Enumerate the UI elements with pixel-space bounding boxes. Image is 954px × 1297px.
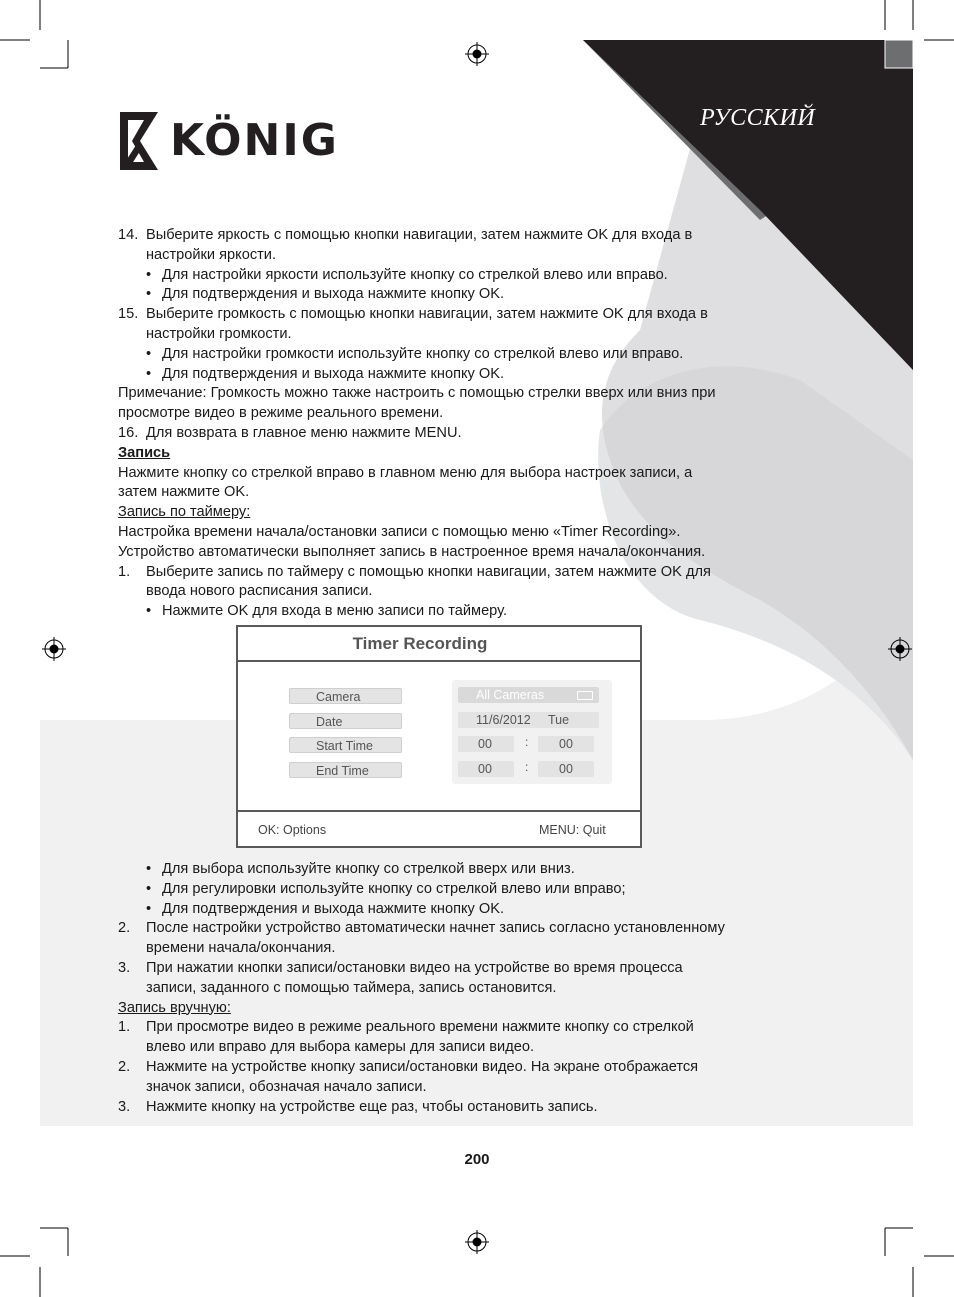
- screen-title-bar: [238, 627, 640, 662]
- konig-logo: [118, 112, 342, 170]
- text-line: [118, 246, 778, 266]
- text-line: [118, 919, 778, 939]
- start-minute-field[interactable]: 00: [538, 736, 594, 752]
- list-item-text: Нажмите кнопку на устройстве еще раз, чтобы остановить запись.: [146, 1098, 598, 1115]
- text-line: [118, 345, 778, 365]
- list-item-text: При нажатии кнопки записи/остановки видео на устройстве во время процесса: [146, 959, 683, 976]
- bullet-text: Для настройки яркости используйте кнопку со стрелкой влево или вправо.: [162, 266, 668, 283]
- list-item-text: Нажмите на устройстве кнопку записи/остановки видео. На экране отображается: [146, 1058, 699, 1075]
- section-heading: Запись: [118, 444, 171, 461]
- text-line: [118, 1078, 778, 1098]
- list-item-text: После настройки устройство автоматически начнет запись согласно установленному: [146, 920, 725, 937]
- end-hour-field[interactable]: 00: [458, 761, 514, 777]
- list-item-continuation: значок записи, обозначая начало записи.: [146, 1078, 427, 1095]
- date-value: 11/6/2012: [476, 713, 531, 727]
- corner-box: [885, 40, 913, 68]
- paragraph-text: затем нажмите OK.: [118, 484, 250, 501]
- text-line: [118, 404, 778, 424]
- list-number: 16.: [118, 424, 139, 441]
- list-item-text: При просмотре видео в режиме реального времени нажмите кнопку со стрелкой: [146, 1019, 694, 1036]
- bullet-text: Для регулировки используйте кнопку со стрелкой влево или вправо;: [162, 880, 626, 897]
- text-line: [118, 503, 778, 523]
- bullet-text: Нажмите OK для входа в меню записи по таймеру.: [162, 603, 508, 620]
- values-panel: [452, 680, 612, 784]
- text-line: [118, 483, 778, 503]
- list-number: 2.: [118, 920, 131, 937]
- bullet-text: Для подтверждения и выхода нажмите кнопку OK.: [162, 286, 505, 303]
- bullet-glyph: •: [146, 266, 152, 283]
- bullet-glyph: •: [146, 603, 152, 620]
- paragraph-text: Настройка времени начала/остановки записи с помощью меню «Timer Recording».: [118, 523, 681, 540]
- camera-label[interactable]: Camera: [289, 688, 402, 704]
- timer-recording-screen: [236, 625, 642, 848]
- text-line: [118, 384, 778, 404]
- paragraph-text: Устройство автоматически выполняет запись в настроенное время начала/окончания.: [118, 543, 706, 560]
- text-line: [118, 1038, 778, 1058]
- text-line: [118, 464, 778, 484]
- end-colon: :: [525, 760, 529, 774]
- bullet-glyph: •: [146, 880, 152, 897]
- list-number: 1.: [118, 1019, 131, 1036]
- text-line: [118, 266, 778, 286]
- text-line: [118, 523, 778, 543]
- text-line: [118, 602, 778, 622]
- date-field[interactable]: [458, 712, 599, 728]
- text-line: [118, 444, 778, 464]
- bullet-text: Для настройки громкости используйте кнопку со стрелкой влево или вправо.: [162, 345, 684, 362]
- bullet-glyph: •: [146, 345, 152, 362]
- list-item-text: Выберите громкость с помощью кнопки навигации, затем нажмите OK для входа в: [146, 306, 708, 323]
- list-number: 3.: [118, 959, 131, 976]
- text-line: [118, 424, 778, 444]
- bullet-glyph: •: [146, 860, 152, 877]
- menu-quit-hint: MENU: Quit: [539, 823, 606, 837]
- brand-wordmark: KÖNIG: [170, 115, 339, 166]
- text-line: [118, 1098, 778, 1118]
- list-item-continuation: настройки яркости.: [146, 246, 277, 263]
- language-label: РУССКИЙ: [700, 105, 816, 131]
- list-number: 1.: [118, 563, 131, 580]
- text-line: [118, 999, 778, 1019]
- subsection-heading: Запись по таймеру:: [118, 504, 251, 521]
- list-item-text: Для возврата в главное меню нажмите MENU.: [146, 424, 462, 441]
- paragraph-text: просмотре видео в режиме реального времени.: [118, 405, 444, 422]
- start-colon: :: [525, 735, 529, 749]
- text-block-before: [118, 226, 778, 622]
- list-number: 2.: [118, 1058, 131, 1075]
- bullet-glyph: •: [146, 286, 152, 303]
- list-item-text: Выберите запись по таймеру с помощью кнопки навигации, затем нажмите OK для: [146, 563, 711, 580]
- list-item-continuation: настройки громкости.: [146, 325, 292, 342]
- end-time-label[interactable]: End Time: [289, 762, 402, 778]
- list-item-continuation: записи, заданного с помощью таймера, запись остановится.: [146, 979, 557, 996]
- bullet-glyph: •: [146, 365, 152, 382]
- camera-value: All Cameras: [476, 688, 545, 702]
- screen-footer-divider: [238, 810, 640, 812]
- text-line: [118, 1058, 778, 1078]
- text-line: [118, 939, 778, 959]
- text-line: [118, 880, 778, 900]
- text-line: [118, 563, 778, 583]
- page-number: 200: [464, 1151, 490, 1168]
- bullet-text: Для подтверждения и выхода нажмите кнопку OK.: [162, 900, 505, 917]
- registration-mark-bottom: [465, 1230, 489, 1254]
- text-line: [118, 582, 778, 602]
- start-time-label[interactable]: Start Time: [289, 737, 402, 753]
- list-number: 15.: [118, 306, 139, 323]
- bullet-text: Для выбора используйте кнопку со стрелкой вверх или вниз.: [162, 860, 575, 877]
- paragraph-text: Примечание: Громкость можно также настроить с помощью стрелки вверх или вниз при: [118, 385, 716, 402]
- list-item-continuation: ввода нового расписания записи.: [146, 583, 373, 600]
- subsection-heading: Запись вручную:: [118, 999, 231, 1016]
- list-item-continuation: влево или вправо для выбора камеры для записи видео.: [146, 1039, 535, 1056]
- list-item-text: Выберите яркость с помощью кнопки навигации, затем нажмите OK для входа в: [146, 227, 693, 243]
- bullet-text: Для подтверждения и выхода нажмите кнопку OK.: [162, 365, 505, 382]
- text-line: [118, 979, 778, 999]
- start-hour-field[interactable]: 00: [458, 736, 514, 752]
- list-number: 3.: [118, 1098, 131, 1115]
- text-line: [118, 1018, 778, 1038]
- text-line: [118, 543, 778, 563]
- text-line: [118, 285, 778, 305]
- text-line: [118, 959, 778, 979]
- text-line: [118, 325, 778, 345]
- text-line: [118, 860, 778, 880]
- text-line: [118, 305, 778, 325]
- text-block-after: [118, 860, 778, 1117]
- registration-mark-top: [465, 42, 489, 66]
- text-line: [118, 900, 778, 920]
- text-line: [118, 365, 778, 385]
- screen-title: Timer Recording: [352, 634, 488, 653]
- day-value: Tue: [548, 713, 570, 727]
- date-label[interactable]: Date: [289, 713, 402, 729]
- bullet-glyph: •: [146, 900, 152, 917]
- list-item-continuation: времени начала/окончания.: [146, 940, 336, 957]
- text-line: [118, 226, 778, 246]
- paragraph-text: Нажмите кнопку со стрелкой вправо в главном меню для выбора настроек записи, а: [118, 464, 693, 481]
- camera-select[interactable]: [458, 687, 599, 703]
- end-minute-field[interactable]: 00: [538, 761, 594, 777]
- list-number: 14.: [118, 227, 139, 243]
- camera-icon: [577, 691, 593, 700]
- registration-mark-left: [42, 637, 66, 661]
- ok-options-hint: OK: Options: [258, 823, 327, 837]
